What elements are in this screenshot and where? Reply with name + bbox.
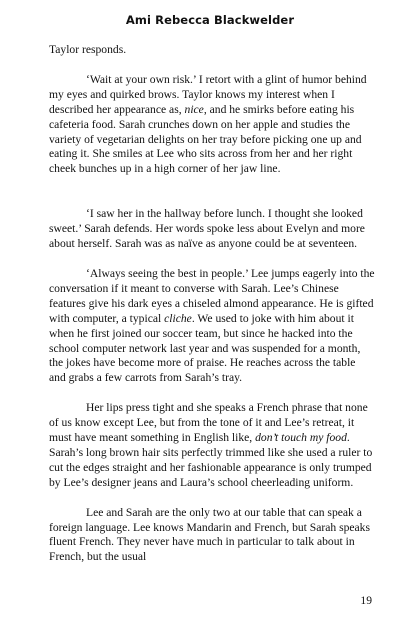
running-header-author: Ami Rebecca Blackwelder	[125, 13, 295, 27]
page-number: 19	[360, 594, 372, 607]
emphasis-text: nice	[184, 102, 204, 116]
emphasis-text: cliche	[164, 311, 192, 325]
paragraph: ‘I saw her in the hallway before lunch. I thought she looked sweet.’ Sarah defends. Her words spoke less about Evelyn and more about herself. Sarah was as naïve as anyone could be at seventeen.	[49, 207, 365, 251]
paragraph: ‘Wait at your own risk.’ I retort with a glint of humor behind my eyes and quirked brows. Taylor knows my interest when I described her appearance as, nice, and he smirks before eating his cafeteria food. Sarah crunches down on her apple and studies the variety of vegetarian delights on her tray before picking one up and eating it. She smiles at Lee who sits across from her and her right cheek bunches up in a high corner of her jaw line.	[49, 72, 367, 176]
paragraph: Lee and Sarah are the only two at our table that can speak a foreign language. Lee knows Mandarin and French, but Sarah speaks fluent French. They never have much in particular to talk about in French, but the usual	[49, 505, 370, 564]
paragraph: Her lips press tight and she speaks a French phrase that none of us know except Lee, but from the tone of it and Lee’s retreat, it must have meant something in English like, don’t touch my food. Sarah’s long brown hair sits perfectly trimmed like she used a ruler to cut the edges straight and her fashionable appearance is only trumped by Lee’s designer jeans and Laura’s school cheerleading uniform.	[49, 401, 373, 489]
emphasis-text: don’t touch my food	[255, 431, 347, 445]
paragraph: Taylor responds.	[49, 43, 127, 56]
paragraph: ‘Always seeing the best in people.’ Lee jumps eagerly into the conversation if it meant to converse with Sarah. Lee’s Chinese features give his dark eyes a chiseled almond appearance. He is gifted with computer, a typical cliche. We used to joke with him about it when he first joined our soccer team, but since he hacked into the school computer network last year and was suspended for a month, the jokes have become more of praise. He reaches across the table and grabs a few carrots from Sarah’s tray.	[49, 266, 375, 385]
body-text	[49, 43, 375, 565]
